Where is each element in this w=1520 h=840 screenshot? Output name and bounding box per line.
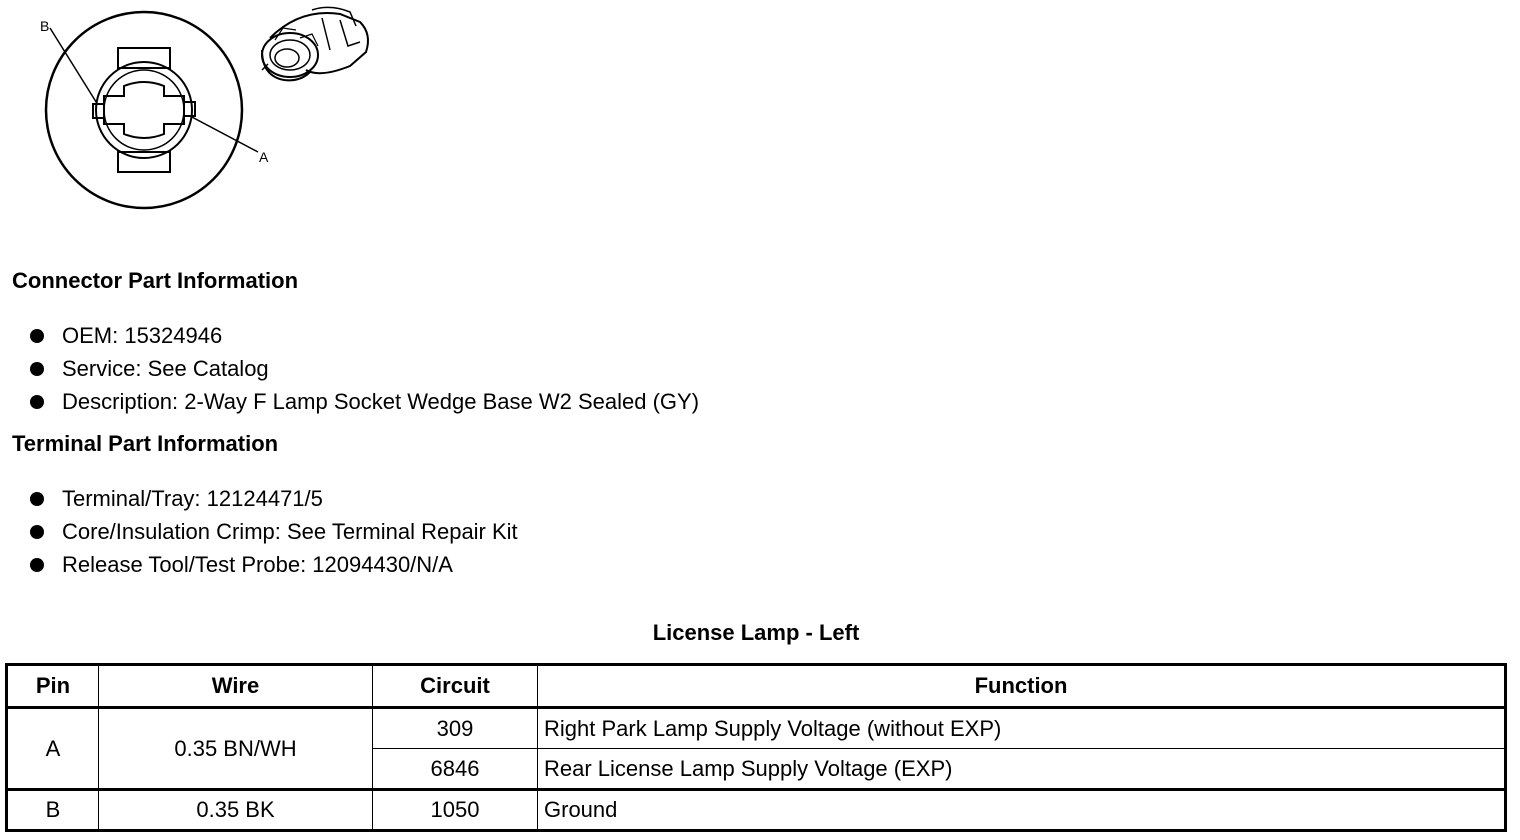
connector-3d-view xyxy=(262,7,368,80)
header-pin: Pin xyxy=(7,665,99,708)
circuit-cell: 309 xyxy=(373,708,538,749)
connector-inner-ring xyxy=(96,62,192,158)
circuit-cell: 6846 xyxy=(373,749,538,790)
terminal-slot-a xyxy=(184,102,195,116)
bullet-icon xyxy=(30,492,44,506)
terminal-tray-text: Terminal/Tray: 12124471/5 xyxy=(62,486,323,511)
pinout-table xyxy=(5,663,1507,832)
connector-socket xyxy=(104,82,184,138)
circuit-cell: 1050 xyxy=(373,790,538,831)
pin-b-label: B xyxy=(40,18,50,34)
table-header-row xyxy=(7,665,1506,708)
bullet-icon xyxy=(30,525,44,539)
header-function: Function xyxy=(538,665,1506,708)
table-row xyxy=(7,708,1506,749)
description-text: Description: 2-Way F Lamp Socket Wedge Base W2 Sealed (GY) xyxy=(62,389,700,414)
wire-cell: 0.35 BK xyxy=(99,790,373,831)
function-cell: Right Park Lamp Supply Voltage (without EXP) xyxy=(538,708,1506,749)
table-row xyxy=(7,790,1506,831)
bullet-icon xyxy=(30,362,44,376)
function-cell: Rear License Lamp Supply Voltage (EXP) xyxy=(538,749,1506,790)
bullet-icon xyxy=(30,395,44,409)
terminal-slot-b xyxy=(93,104,104,118)
table-title: License Lamp - Left xyxy=(652,620,860,645)
pin-a-label: A xyxy=(259,149,269,165)
header-circuit: Circuit xyxy=(373,665,538,708)
list-item xyxy=(30,515,518,548)
pin-a-leader-line xyxy=(190,116,258,152)
connector-info-list xyxy=(30,319,699,418)
oem-text: OEM: 15324946 xyxy=(62,323,223,348)
list-item xyxy=(30,482,518,515)
list-item xyxy=(30,385,699,418)
connector-face-diagram xyxy=(0,0,400,220)
connector-info-heading: Connector Part Information xyxy=(12,268,299,293)
service-text: Service: See Catalog xyxy=(62,356,269,381)
terminal-info-heading: Terminal Part Information xyxy=(12,431,279,456)
wire-cell: 0.35 BN/WH xyxy=(99,708,373,790)
function-cell: Ground xyxy=(538,790,1506,831)
crimp-text: Core/Insulation Crimp: See Terminal Repair Kit xyxy=(62,519,518,544)
release-tool-text: Release Tool/Test Probe: 12094430/N/A xyxy=(62,552,453,577)
connector-outer-ring xyxy=(46,12,242,208)
terminal-info-list xyxy=(30,482,518,581)
list-item xyxy=(30,548,518,581)
header-wire: Wire xyxy=(99,665,373,708)
list-item xyxy=(30,319,699,352)
connector-illustration xyxy=(0,0,400,220)
pin-cell: B xyxy=(7,790,99,831)
pin-cell: A xyxy=(7,708,99,790)
bullet-icon xyxy=(30,558,44,572)
list-item xyxy=(30,352,699,385)
bullet-icon xyxy=(30,329,44,343)
